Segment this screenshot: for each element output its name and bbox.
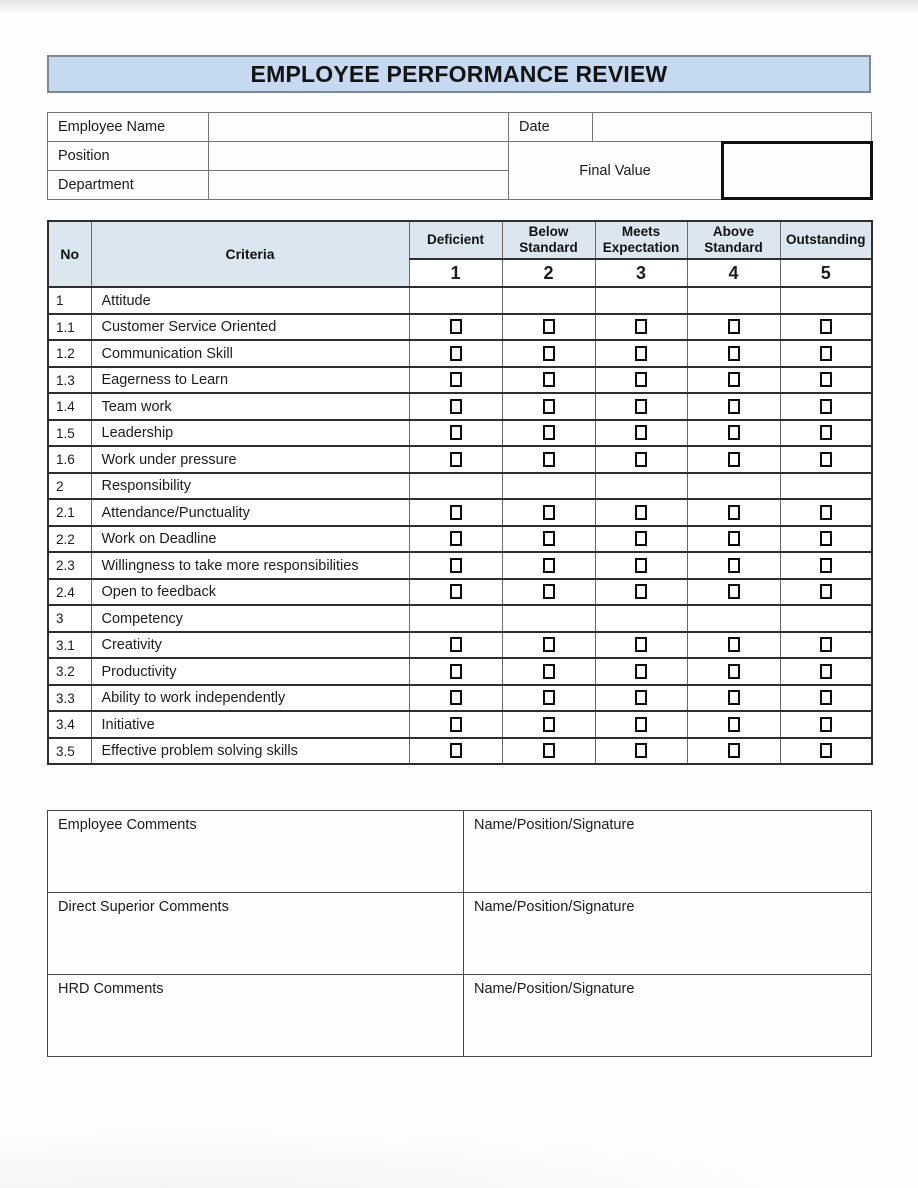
criteria-row [48, 499, 872, 526]
row-number: 3.5 [48, 738, 91, 765]
rating-cell [502, 367, 595, 394]
comment-row [48, 893, 872, 975]
rating-checkbox[interactable] [635, 425, 647, 440]
rating-header-deficient: Deficient [409, 221, 502, 259]
employee-signature-cell[interactable] [464, 811, 872, 893]
criteria-section-row [48, 287, 872, 314]
rating-cell [595, 552, 687, 579]
rating-checkbox[interactable] [450, 664, 462, 679]
scan-noise-bottom [0, 1118, 918, 1188]
rating-checkbox[interactable] [820, 319, 832, 334]
rating-checkbox[interactable] [635, 531, 647, 546]
row-number: 3.3 [48, 685, 91, 712]
rating-cell-empty [409, 473, 502, 500]
rating-cell-empty [409, 605, 502, 632]
rating-cell [502, 446, 595, 473]
rating-cell [409, 658, 502, 685]
position-label: Position [48, 142, 209, 171]
criteria-section-row [48, 605, 872, 632]
criteria-label: Open to feedback [91, 579, 409, 606]
row-number: 3.1 [48, 632, 91, 659]
rating-checkbox[interactable] [543, 637, 555, 652]
rating-cell [780, 340, 872, 367]
comment-row [48, 975, 872, 1057]
rating-cell [595, 314, 687, 341]
criteria-table [47, 220, 873, 765]
scan-noise-top [0, 0, 918, 14]
rating-header-below-standard: Below Standard [502, 221, 595, 259]
rating-scale-5: 5 [780, 259, 872, 287]
rating-cell [595, 446, 687, 473]
rating-cell [780, 685, 872, 712]
rating-cell [595, 367, 687, 394]
rating-checkbox[interactable] [450, 743, 462, 758]
rating-checkbox[interactable] [635, 452, 647, 467]
form-title-bar [47, 55, 871, 93]
rating-cell-empty [687, 287, 780, 314]
final-value-box[interactable] [721, 141, 873, 200]
rating-checkbox[interactable] [543, 452, 555, 467]
rating-checkbox[interactable] [820, 425, 832, 440]
rating-cell [409, 420, 502, 447]
row-number: 2.1 [48, 499, 91, 526]
section-label: Responsibility [91, 473, 409, 500]
employee-name-label: Employee Name [48, 113, 209, 142]
rating-checkbox[interactable] [728, 584, 740, 599]
department-field[interactable] [209, 171, 509, 200]
rating-checkbox[interactable] [728, 346, 740, 361]
criteria-label: Communication Skill [91, 340, 409, 367]
rating-cell [502, 420, 595, 447]
rating-checkbox[interactable] [728, 690, 740, 705]
rating-cell [409, 340, 502, 367]
rating-checkbox[interactable] [635, 399, 647, 414]
row-number: 1.2 [48, 340, 91, 367]
rating-cell-empty [780, 473, 872, 500]
rating-cell-empty [595, 287, 687, 314]
rating-checkbox[interactable] [543, 664, 555, 679]
rating-cell-empty [502, 473, 595, 500]
rating-checkbox[interactable] [450, 717, 462, 732]
rating-scale-3: 3 [595, 259, 687, 287]
rating-cell [409, 314, 502, 341]
rating-cell [409, 711, 502, 738]
rating-checkbox[interactable] [728, 717, 740, 732]
criteria-label: Ability to work independently [91, 685, 409, 712]
rating-checkbox[interactable] [820, 531, 832, 546]
rating-checkbox[interactable] [450, 584, 462, 599]
criteria-row [48, 526, 872, 553]
rating-cell [687, 393, 780, 420]
rating-checkbox[interactable] [450, 505, 462, 520]
rating-cell [409, 499, 502, 526]
rating-cell [502, 738, 595, 765]
rating-checkbox[interactable] [635, 664, 647, 679]
criteria-row [48, 658, 872, 685]
signature-label: Name/Position/Signature [474, 899, 635, 915]
row-number: 2.4 [48, 579, 91, 606]
rating-checkbox[interactable] [728, 505, 740, 520]
rating-checkbox[interactable] [450, 558, 462, 573]
criteria-label: Customer Service Oriented [91, 314, 409, 341]
superior-comments-label: Direct Superior Comments [58, 899, 229, 915]
position-field[interactable] [209, 142, 509, 171]
rating-checkbox[interactable] [543, 346, 555, 361]
rating-cell [780, 711, 872, 738]
rating-cell [687, 446, 780, 473]
superior-comments-cell[interactable] [48, 893, 464, 975]
rating-cell [687, 738, 780, 765]
rating-cell [780, 658, 872, 685]
rating-cell [687, 685, 780, 712]
rating-cell [595, 738, 687, 765]
criteria-label: Productivity [91, 658, 409, 685]
rating-checkbox[interactable] [635, 637, 647, 652]
rating-checkbox[interactable] [728, 531, 740, 546]
rating-cell [687, 658, 780, 685]
rating-checkbox[interactable] [820, 690, 832, 705]
rating-checkbox[interactable] [450, 399, 462, 414]
rating-checkbox[interactable] [543, 717, 555, 732]
criteria-row [48, 446, 872, 473]
rating-checkbox[interactable] [450, 425, 462, 440]
criteria-row [48, 340, 872, 367]
department-label: Department [48, 171, 209, 200]
rating-checkbox[interactable] [820, 664, 832, 679]
rating-checkbox[interactable] [728, 558, 740, 573]
rating-cell [502, 711, 595, 738]
rating-cell [409, 685, 502, 712]
rating-cell [409, 393, 502, 420]
rating-cell [502, 340, 595, 367]
rating-checkbox[interactable] [728, 399, 740, 414]
rating-checkbox[interactable] [543, 425, 555, 440]
rating-cell [595, 711, 687, 738]
rating-cell [502, 526, 595, 553]
comments-table [47, 810, 872, 1057]
rating-checkbox[interactable] [820, 452, 832, 467]
criteria-label: Work under pressure [91, 446, 409, 473]
employee-comments-cell[interactable] [48, 811, 464, 893]
rating-cell [780, 499, 872, 526]
criteria-row [48, 632, 872, 659]
final-value-label: Final Value [579, 162, 651, 179]
rating-checkbox[interactable] [820, 717, 832, 732]
section-label: Attitude [91, 287, 409, 314]
rating-checkbox[interactable] [820, 558, 832, 573]
signature-label: Name/Position/Signature [474, 817, 635, 833]
row-number: 1 [48, 287, 91, 314]
rating-cell [502, 632, 595, 659]
rating-cell-empty [502, 605, 595, 632]
criteria-row [48, 685, 872, 712]
rating-cell [687, 552, 780, 579]
rating-cell [780, 420, 872, 447]
rating-header-meets-expectation: Meets Expectation [595, 221, 687, 259]
row-number: 3.2 [48, 658, 91, 685]
rating-checkbox[interactable] [820, 743, 832, 758]
criteria-label: Eagerness to Learn [91, 367, 409, 394]
criteria-row [48, 738, 872, 765]
rating-checkbox[interactable] [635, 319, 647, 334]
rating-cell [502, 314, 595, 341]
criteria-row [48, 711, 872, 738]
rating-cell [409, 552, 502, 579]
criteria-label: Attendance/Punctuality [91, 499, 409, 526]
rating-checkbox[interactable] [543, 584, 555, 599]
date-field[interactable] [593, 113, 872, 142]
col-header-no: No [48, 221, 91, 287]
rating-cell [687, 632, 780, 659]
rating-checkbox[interactable] [728, 452, 740, 467]
rating-checkbox[interactable] [450, 372, 462, 387]
criteria-row [48, 579, 872, 606]
criteria-label: Leadership [91, 420, 409, 447]
rating-cell [502, 499, 595, 526]
rating-cell [780, 738, 872, 765]
criteria-row [48, 314, 872, 341]
rating-cell [595, 526, 687, 553]
rating-header-above-standard: Above Standard [687, 221, 780, 259]
rating-cell-empty [409, 287, 502, 314]
rating-cell [780, 367, 872, 394]
rating-cell [687, 420, 780, 447]
col-header-criteria: Criteria [91, 221, 409, 287]
page-title: EMPLOYEE PERFORMANCE REVIEW [250, 60, 668, 87]
rating-scale-2: 2 [502, 259, 595, 287]
row-number: 1.1 [48, 314, 91, 341]
row-number: 2 [48, 473, 91, 500]
hrd-signature-cell[interactable] [464, 975, 872, 1057]
rating-checkbox[interactable] [728, 743, 740, 758]
rating-checkbox[interactable] [728, 425, 740, 440]
rating-cell [409, 738, 502, 765]
criteria-row [48, 552, 872, 579]
rating-checkbox[interactable] [543, 399, 555, 414]
comment-row [48, 811, 872, 893]
rating-checkbox[interactable] [728, 319, 740, 334]
rating-cell [687, 499, 780, 526]
rating-cell-empty [595, 605, 687, 632]
rating-cell-empty [780, 287, 872, 314]
rating-scale-1: 1 [409, 259, 502, 287]
rating-cell [687, 526, 780, 553]
criteria-label: Initiative [91, 711, 409, 738]
rating-checkbox[interactable] [543, 319, 555, 334]
hrd-comments-label: HRD Comments [58, 981, 164, 997]
final-value-cell [509, 142, 872, 200]
rating-checkbox[interactable] [728, 637, 740, 652]
rating-checkbox[interactable] [450, 690, 462, 705]
rating-checkbox[interactable] [635, 690, 647, 705]
rating-header-outstanding: Outstanding [780, 221, 872, 259]
rating-cell [780, 632, 872, 659]
rating-cell [780, 552, 872, 579]
rating-cell [595, 340, 687, 367]
rating-cell [502, 552, 595, 579]
criteria-label: Team work [91, 393, 409, 420]
rating-cell [595, 632, 687, 659]
rating-checkbox[interactable] [635, 372, 647, 387]
rating-checkbox[interactable] [820, 584, 832, 599]
rating-checkbox[interactable] [635, 743, 647, 758]
rating-scale-4: 4 [687, 259, 780, 287]
rating-cell-empty [687, 605, 780, 632]
criteria-label: Creativity [91, 632, 409, 659]
row-number: 1.3 [48, 367, 91, 394]
rating-cell [780, 314, 872, 341]
rating-cell [687, 579, 780, 606]
rating-checkbox[interactable] [820, 399, 832, 414]
date-label: Date [509, 113, 593, 142]
rating-cell [409, 579, 502, 606]
rating-cell [595, 579, 687, 606]
rating-cell-empty [780, 605, 872, 632]
rating-checkbox[interactable] [728, 372, 740, 387]
row-number: 2.2 [48, 526, 91, 553]
rating-cell [409, 632, 502, 659]
employee-name-field[interactable] [209, 113, 509, 142]
rating-checkbox[interactable] [728, 664, 740, 679]
rating-cell [687, 367, 780, 394]
criteria-tbody [48, 287, 872, 764]
rating-checkbox[interactable] [450, 531, 462, 546]
rating-checkbox[interactable] [543, 690, 555, 705]
criteria-row [48, 367, 872, 394]
rating-cell-empty [595, 473, 687, 500]
superior-signature-cell[interactable] [464, 893, 872, 975]
rating-cell [409, 446, 502, 473]
row-number: 1.4 [48, 393, 91, 420]
row-number: 1.6 [48, 446, 91, 473]
rating-checkbox[interactable] [450, 452, 462, 467]
rating-cell [687, 711, 780, 738]
rating-checkbox[interactable] [450, 346, 462, 361]
section-label: Competency [91, 605, 409, 632]
rating-checkbox[interactable] [820, 505, 832, 520]
rating-cell [780, 526, 872, 553]
rating-checkbox[interactable] [635, 717, 647, 732]
row-number: 1.5 [48, 420, 91, 447]
info-row [48, 142, 872, 171]
rating-cell [502, 685, 595, 712]
rating-checkbox[interactable] [820, 637, 832, 652]
rating-cell [502, 393, 595, 420]
rating-cell-empty [502, 287, 595, 314]
rating-cell [595, 420, 687, 447]
rating-cell [780, 446, 872, 473]
criteria-section-row [48, 473, 872, 500]
rating-cell [595, 393, 687, 420]
rating-cell [780, 393, 872, 420]
rating-checkbox[interactable] [635, 346, 647, 361]
rating-cell [502, 579, 595, 606]
row-number: 3 [48, 605, 91, 632]
rating-checkbox[interactable] [543, 372, 555, 387]
hrd-comments-cell[interactable] [48, 975, 464, 1057]
rating-cell-empty [687, 473, 780, 500]
rating-checkbox[interactable] [450, 637, 462, 652]
criteria-row [48, 393, 872, 420]
rating-checkbox[interactable] [543, 743, 555, 758]
rating-header-row [48, 221, 872, 259]
rating-cell [687, 314, 780, 341]
criteria-label: Work on Deadline [91, 526, 409, 553]
rating-cell [409, 367, 502, 394]
rating-cell [687, 340, 780, 367]
rating-checkbox[interactable] [635, 505, 647, 520]
rating-checkbox[interactable] [635, 584, 647, 599]
rating-checkbox[interactable] [635, 558, 647, 573]
rating-cell [595, 685, 687, 712]
info-row [48, 113, 872, 142]
rating-checkbox[interactable] [820, 372, 832, 387]
rating-cell [595, 658, 687, 685]
criteria-label: Willingness to take more responsibilities [91, 552, 409, 579]
rating-cell [595, 499, 687, 526]
rating-checkbox[interactable] [543, 558, 555, 573]
row-number: 3.4 [48, 711, 91, 738]
rating-checkbox[interactable] [820, 346, 832, 361]
rating-checkbox[interactable] [543, 505, 555, 520]
rating-cell [409, 526, 502, 553]
rating-cell [780, 579, 872, 606]
row-number: 2.3 [48, 552, 91, 579]
rating-checkbox[interactable] [543, 531, 555, 546]
rating-checkbox[interactable] [450, 319, 462, 334]
criteria-label: Effective problem solving skills [91, 738, 409, 765]
info-table [47, 112, 872, 200]
rating-cell [502, 658, 595, 685]
criteria-row [48, 420, 872, 447]
employee-comments-label: Employee Comments [58, 817, 197, 833]
signature-label: Name/Position/Signature [474, 981, 635, 997]
